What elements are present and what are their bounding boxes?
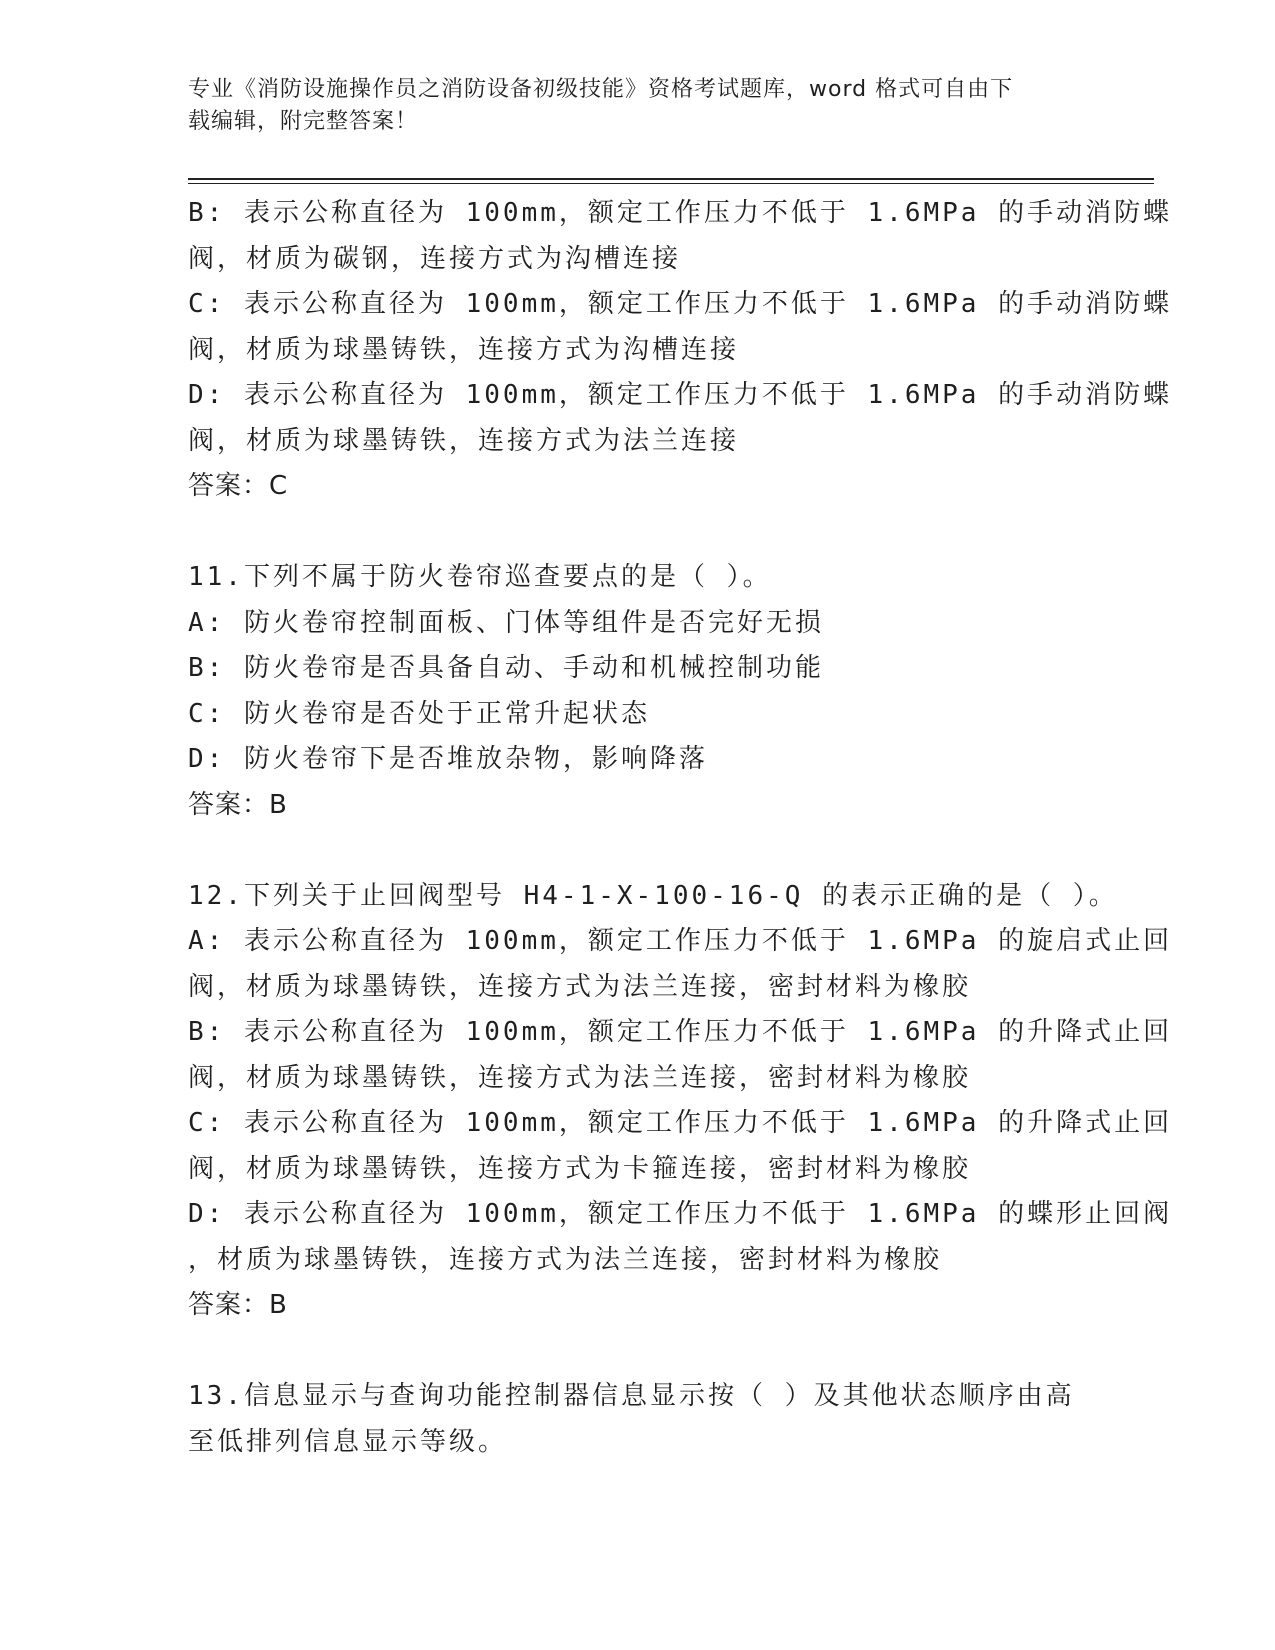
document-header [188,74,1068,138]
option-a: A: 表示公称直径为 100mm，额定工作压力不低于 1.6MPa 的旋启式止回 [188,926,1173,956]
option-a-cont: 阀，材质为球墨铸铁，连接方式为法兰连接，密封材料为橡胶 [188,971,972,1002]
option-d: D: 表示公称直径为 100mm，额定工作压力不低于 1.6MPa 的手动消防蝶 [188,380,1173,410]
option-d-cont: 阀，材质为球墨铸铁，连接方式为法兰连接 [188,425,740,456]
option-c-cont: 阀，材质为球墨铸铁，连接方式为卡箍连接，密封材料为橡胶 [188,1153,972,1184]
option-d: D: 防火卷帘下是否堆放杂物，影响降落 [188,744,708,774]
question-11 [188,555,1088,828]
option-b-cont: 阀，材质为球墨铸铁，连接方式为法兰连接，密封材料为橡胶 [188,1062,972,1093]
option-c: C: 防火卷帘是否处于正常升起状态 [188,698,650,729]
option-c: C: 表示公称直径为 100mm，额定工作压力不低于 1.6MPa 的升降式止回 [188,1108,1173,1138]
option-b-cont: 阀，材质为碳钢，连接方式为沟槽连接 [188,243,682,274]
question-13 [188,1374,1088,1465]
spacer [188,1329,1088,1375]
header-rule-thin [188,183,1154,184]
option-b: B: 防火卷帘是否具备自动、手动和机械控制功能 [188,653,824,683]
option-c-cont: 阀，材质为球墨铸铁，连接方式为沟槽连接 [188,334,740,365]
question-text: 12.下列关于止回阀型号 H4-1-X-100-16-Q 的表示正确的是（ ）。 [188,880,1118,911]
question-10 [188,191,1173,510]
header-line-1: 专业《消防设施操作员之消防设备初级技能》资格考试题库，word 格式可自由下 [188,77,1014,102]
spacer [188,828,1088,874]
header-rule-thick [188,178,1154,180]
option-d: D: 表示公称直径为 100mm，额定工作压力不低于 1.6MPa 的蝶形止回阀 [188,1199,1173,1229]
question-text: 11.下列不属于防火卷帘巡查要点的是（ ）。 [188,562,772,592]
document-body [188,191,1173,1465]
option-b: B: 表示公称直径为 100mm，额定工作压力不低于 1.6MPa 的升降式止回 [188,1017,1173,1047]
option-c: C: 表示公称直径为 100mm，额定工作压力不低于 1.6MPa 的手动消防蝶 [188,289,1173,319]
question-12 [188,874,1173,1329]
spacer [188,510,1088,556]
option-d-cont: ，材质为球墨铸铁，连接方式为法兰连接，密封材料为橡胶 [188,1244,943,1275]
question-text: 13.信息显示与查询功能控制器信息显示按（ ）及其他状态顺序由高 [188,1381,1075,1411]
option-b: B: 表示公称直径为 100mm，额定工作压力不低于 1.6MPa 的手动消防蝶 [188,198,1173,228]
option-a: A: 防火卷帘控制面板、门体等组件是否完好无损 [188,607,824,638]
answer: 答案：B [188,1290,288,1320]
answer: 答案：B [188,789,288,820]
question-text-cont: 至低排列信息显示等级。 [188,1426,508,1457]
answer: 答案：C [188,471,289,501]
header-line-2: 载编辑，附完整答案！ [188,109,419,134]
